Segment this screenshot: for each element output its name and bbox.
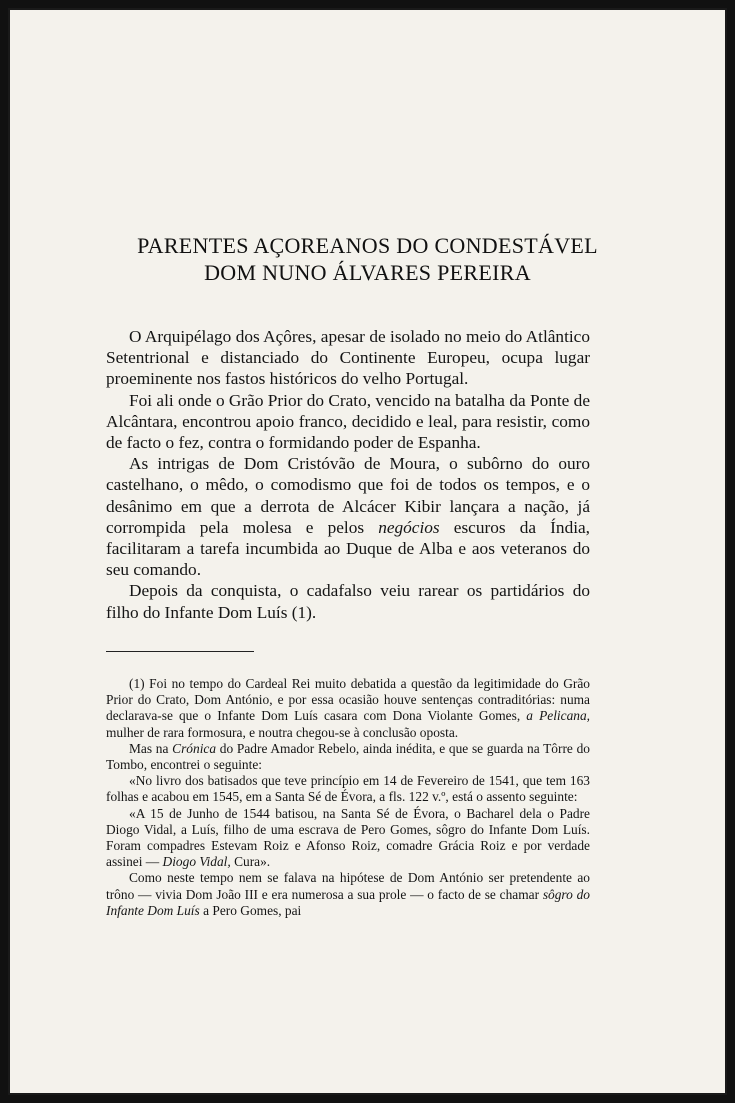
footnote-3: «No livro dos batisados que teve princípio em 14 de Fevereiro de 1541, que tem 163 folhas e acabou em 1545, em a Santa Sé de Évora, a fls. 122 v.º, está o assento seguinte:	[106, 773, 590, 805]
footnote-2-text-b: do Padre Amador Rebelo, ainda inédita, e que se guarda na Tôrre do Tombo, encontrei o seguinte:	[106, 740, 590, 773]
footnote-4-text-b: Cura».	[230, 854, 271, 870]
footnote-1	[106, 676, 590, 741]
title-line-2: DOM NUNO ÁLVARES PEREIRA	[204, 260, 531, 285]
paragraph-3	[106, 453, 590, 580]
paragraph-3-italic: negócios	[378, 517, 440, 537]
footnote-5-italic: sôgro do Infante Dom Luís	[106, 886, 591, 918]
footnote-2	[106, 741, 590, 773]
footnotes	[106, 676, 590, 919]
paragraph-2: Foi ali onde o Grão Prior do Crato, vencido na batalha da Ponte de Alcântara, encontrou apoio franco, decidido e leal, para resistir, como de facto o fez, contra o formidando poder de Espanha.	[106, 390, 590, 453]
paragraph-3-text-a: As intrigas de Dom Cristóvão de Moura, o subôrno do ouro castelhano, o mêdo, o comodismo que foi de todos os tempos, e o desânimo em que a derrota de Alcácer Kibir lançara a nação, já corrompida pela molesa e pelos	[106, 454, 590, 537]
footnote-5-text-b: a Pero Gomes, pai	[199, 902, 302, 918]
footnote-1-text-b: mulher de rara formosura, e noutra chegou-se à conclusão oposta.	[106, 724, 459, 740]
title-line-1: PARENTES AÇOREANOS DO CONDESTÁVEL	[137, 233, 598, 258]
footnote-5	[106, 870, 590, 919]
document-page	[10, 10, 725, 1093]
footnote-4	[106, 806, 590, 871]
paragraph-4: Depois da conquista, o cadafalso veiu rarear os partidários do filho do Infante Dom Luís (1).	[106, 581, 590, 622]
footnote-2-text-a: Mas na	[129, 740, 173, 756]
paragraph-3-text-b: escuros da Índia, facilitaram a tarefa incumbida ao Duque de Alba e aos veteranos do seu comando.	[106, 517, 590, 580]
footnote-4-text-a: «A 15 de Junho de 1544 batisou, na Santa Sé de Évora, o Bacharel dela o Padre Diogo Vidal, a Luís, filho de uma escrava de Pero Gomes, sôgro do Infante Dom Luís. Foram compadres Estevam Roiz e Afonso Roiz, comadre Grácia Roiz e por verdade assinei —	[106, 805, 590, 870]
body-text	[106, 326, 590, 623]
footnote-5-text-a: Como neste tempo nem se falava na hipótese de Dom António ser pretendente ao trôno — vivia Dom João III e era numerosa a sua prole — o facto de se chamar	[106, 870, 590, 902]
footnote-1-text-a: (1) Foi no tempo do Cardeal Rei muito debatida a questão da legitimidade do Grão Prior do Crato, Dom António, e por essa ocasião houve sentenças contraditórias: numa declarava-se que o Infante Dom Luís casara com Dona Violante Gomes,	[106, 676, 590, 724]
footnote-4-italic: Diogo Vidal,	[162, 854, 231, 870]
footnote-2-italic: Crónica	[172, 740, 217, 756]
footnote-divider	[106, 651, 254, 652]
footnote-1-italic: a Pelicana,	[526, 708, 591, 724]
paragraph-1: O Arquipélago dos Açôres, apesar de isolado no meio do Atlântico Setentrional e distanciado do Continente Europeu, ocupa lugar proeminente nos fastos históricos do velho Portugal.	[106, 327, 590, 389]
